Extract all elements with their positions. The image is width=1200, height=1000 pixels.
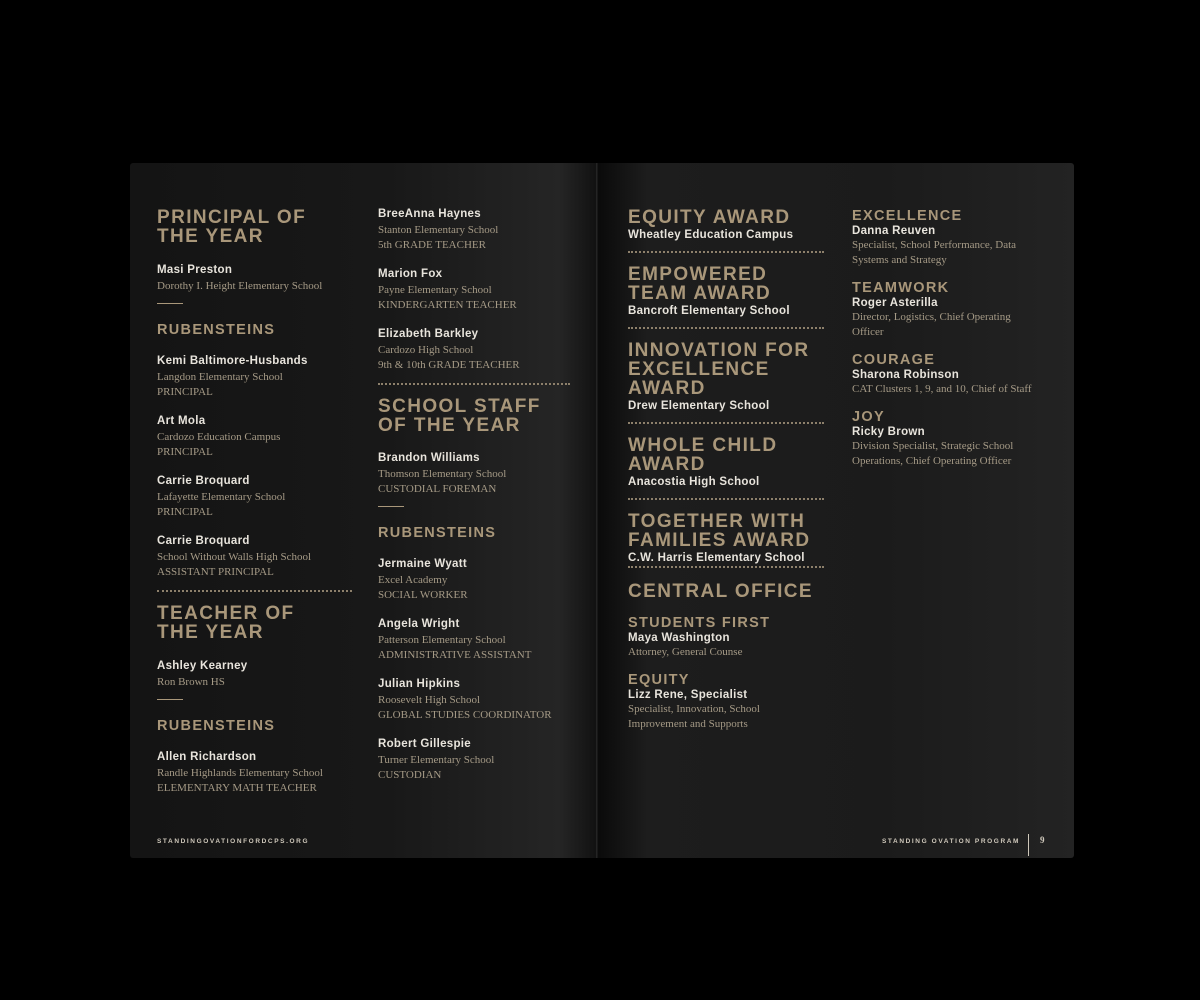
footer-divider bbox=[1028, 834, 1029, 856]
principal-of-the-year-title: PRINCIPAL OF THE YEAR bbox=[157, 207, 307, 247]
entry-school: Payne Elementary School bbox=[378, 284, 492, 296]
award-title: EQUITY AWARD bbox=[628, 207, 791, 228]
dotted-divider bbox=[628, 498, 824, 500]
entry-school: Patterson Elementary School bbox=[378, 634, 506, 646]
award-block bbox=[628, 341, 828, 412]
entry-role: PRINCIPAL bbox=[157, 446, 213, 458]
entry-name: Carrie Broquard bbox=[157, 535, 250, 547]
school-staff-title: SCHOOL STAFF OF THE YEAR bbox=[378, 396, 541, 436]
entry-name: Kemi Baltimore-Husbands bbox=[157, 355, 308, 367]
category-heading: STUDENTS FIRST bbox=[628, 615, 771, 631]
entry-name: Lizz Rene, Specialist bbox=[628, 689, 748, 701]
entry-name: Marion Fox bbox=[378, 268, 443, 280]
list-item bbox=[157, 415, 357, 460]
central-office-item bbox=[628, 672, 828, 732]
entry-school: School Without Walls High School bbox=[157, 551, 312, 563]
entry-school: Randle Highlands Elementary School bbox=[157, 767, 323, 779]
rubensteins-heading: RUBENSTEINS bbox=[378, 525, 497, 541]
entry-detail: Attorney, General Counse bbox=[628, 646, 743, 658]
list-item bbox=[378, 678, 578, 723]
entry-school: Turner Elementary School bbox=[378, 754, 495, 766]
list-item bbox=[378, 738, 578, 783]
entry-role: 5th GRADE TEACHER bbox=[378, 239, 486, 251]
divider-dash bbox=[378, 506, 404, 507]
entry-name: Roger Asterilla bbox=[852, 297, 938, 309]
entry-role: PRINCIPAL bbox=[157, 386, 213, 398]
list-item bbox=[157, 535, 357, 580]
dotted-divider bbox=[157, 590, 352, 592]
award-title: AWARD bbox=[628, 454, 706, 475]
category-heading: TEAMWORK bbox=[852, 280, 950, 296]
entry-role: KINDERGARTEN TEACHER bbox=[378, 299, 517, 311]
left-column-1 bbox=[157, 208, 357, 811]
award-title: WHOLE CHILD bbox=[628, 435, 778, 456]
award-title: TOGETHER WITH bbox=[628, 511, 806, 532]
entry-name: Sharona Robinson bbox=[852, 369, 960, 381]
list-item bbox=[157, 475, 357, 520]
central-office-item bbox=[628, 615, 828, 660]
right-page bbox=[600, 163, 1074, 858]
entry-school: Lafayette Elementary School bbox=[157, 491, 286, 503]
entry-role: GLOBAL STUDIES COORDINATOR bbox=[378, 709, 552, 721]
category-heading: EQUITY bbox=[628, 672, 690, 688]
award-block bbox=[628, 436, 828, 488]
award-block bbox=[628, 265, 828, 317]
list-item bbox=[378, 558, 578, 603]
entry-role: CUSTODIAN bbox=[378, 769, 442, 781]
left-footer-url: STANDINGOVATIONFORDCPS.ORG bbox=[157, 838, 310, 845]
staff-school: Thomson Elementary School bbox=[378, 468, 507, 480]
list-item bbox=[378, 208, 578, 253]
value-item bbox=[852, 208, 1052, 268]
dotted-divider bbox=[628, 566, 824, 568]
rubensteins-heading: RUBENSTEINS bbox=[157, 322, 276, 338]
value-item bbox=[852, 280, 1052, 340]
award-title: AWARD bbox=[628, 378, 706, 399]
teacher-of-the-year-title: TEACHER OF THE YEAR bbox=[157, 603, 295, 643]
award-winner: Wheatley Education Campus bbox=[628, 229, 794, 241]
category-heading: COURAGE bbox=[852, 352, 936, 368]
staff-name: Brandon Williams bbox=[378, 452, 480, 464]
award-title: FAMILIES AWARD bbox=[628, 530, 811, 551]
entry-detail: Specialist, School Performance, Data Systems and Strategy bbox=[852, 239, 1017, 266]
entry-name: Art Mola bbox=[157, 415, 206, 427]
entry-name: Robert Gillespie bbox=[378, 738, 471, 750]
entry-name: Ricky Brown bbox=[852, 426, 925, 438]
entry-role: SOCIAL WORKER bbox=[378, 589, 468, 601]
entry-detail: Division Specialist, Strategic School Operations, Chief Operating Officer bbox=[852, 440, 1014, 467]
dotted-divider bbox=[628, 422, 824, 424]
entry-name: Maya Washington bbox=[628, 632, 730, 644]
list-item bbox=[378, 268, 578, 313]
dotted-divider bbox=[628, 251, 824, 253]
entry-name: Elizabeth Barkley bbox=[378, 328, 479, 340]
list-item bbox=[157, 751, 357, 796]
entry-school: Cardozo Education Campus bbox=[157, 431, 281, 443]
list-item bbox=[378, 328, 578, 373]
entry-name: BreeAnna Haynes bbox=[378, 208, 481, 220]
entry-role: ASSISTANT PRINCIPAL bbox=[157, 566, 274, 578]
entry-school: Excel Academy bbox=[378, 574, 448, 586]
award-title: EMPOWERED bbox=[628, 264, 768, 285]
entry-name: Angela Wright bbox=[378, 618, 460, 630]
principal-school: Dorothy I. Height Elementary School bbox=[157, 280, 323, 292]
award-title: TEAM AWARD bbox=[628, 283, 772, 304]
entry-detail: CAT Clusters 1, 9, and 10, Chief of Staff bbox=[852, 383, 1032, 395]
entry-school: Roosevelt High School bbox=[378, 694, 481, 706]
page-number: 9 bbox=[1040, 835, 1047, 845]
central-office-title: CENTRAL OFFICE bbox=[628, 581, 813, 602]
divider-dash bbox=[157, 303, 183, 304]
award-winner: Anacostia High School bbox=[628, 476, 760, 488]
dotted-divider bbox=[378, 383, 570, 385]
award-winner: Drew Elementary School bbox=[628, 400, 770, 412]
list-item bbox=[157, 355, 357, 400]
dotted-divider bbox=[628, 327, 824, 329]
values-column bbox=[852, 208, 1052, 469]
entry-detail: Director, Logistics, Chief Operating Officer bbox=[852, 311, 1011, 338]
principal-name: Masi Preston bbox=[157, 264, 233, 276]
staff-role: CUSTODIAL FOREMAN bbox=[378, 483, 497, 495]
entry-school: Stanton Elementary School bbox=[378, 224, 499, 236]
entry-name: Jermaine Wyatt bbox=[378, 558, 467, 570]
award-title: EXCELLENCE bbox=[628, 359, 770, 380]
teacher-name: Ashley Kearney bbox=[157, 660, 248, 672]
award-block bbox=[628, 512, 828, 564]
entry-role: PRINCIPAL bbox=[157, 506, 213, 518]
rubensteins-heading: RUBENSTEINS bbox=[157, 718, 276, 734]
entry-name: Carrie Broquard bbox=[157, 475, 250, 487]
value-item bbox=[852, 409, 1052, 469]
entry-role: ELEMENTARY MATH TEACHER bbox=[157, 782, 317, 794]
award-title: INNOVATION FOR bbox=[628, 340, 810, 361]
entry-name: Danna Reuven bbox=[852, 225, 936, 237]
category-heading: EXCELLENCE bbox=[852, 208, 963, 224]
teacher-school: Ron Brown HS bbox=[157, 676, 225, 688]
entry-school: Cardozo High School bbox=[378, 344, 474, 356]
entry-school: Langdon Elementary School bbox=[157, 371, 283, 383]
category-heading: JOY bbox=[852, 409, 885, 425]
entry-name: Julian Hipkins bbox=[378, 678, 461, 690]
award-winner: Bancroft Elementary School bbox=[628, 305, 790, 317]
award-block bbox=[628, 208, 828, 241]
left-column-2 bbox=[378, 208, 578, 798]
award-winner: C.W. Harris Elementary School bbox=[628, 552, 805, 564]
entry-detail: Specialist, Innovation, School Improvement and Supports bbox=[628, 703, 760, 730]
value-item bbox=[852, 352, 1052, 397]
entry-name: Allen Richardson bbox=[157, 751, 257, 763]
entry-role: ADMINISTRATIVE ASSISTANT bbox=[378, 649, 532, 661]
list-item bbox=[378, 618, 578, 663]
left-page bbox=[130, 163, 597, 858]
divider-dash bbox=[157, 699, 183, 700]
right-footer-title: STANDING OVATION PROGRAM bbox=[882, 838, 1021, 845]
awards-column bbox=[628, 208, 828, 732]
entry-role: 9th & 10th GRADE TEACHER bbox=[378, 359, 520, 371]
